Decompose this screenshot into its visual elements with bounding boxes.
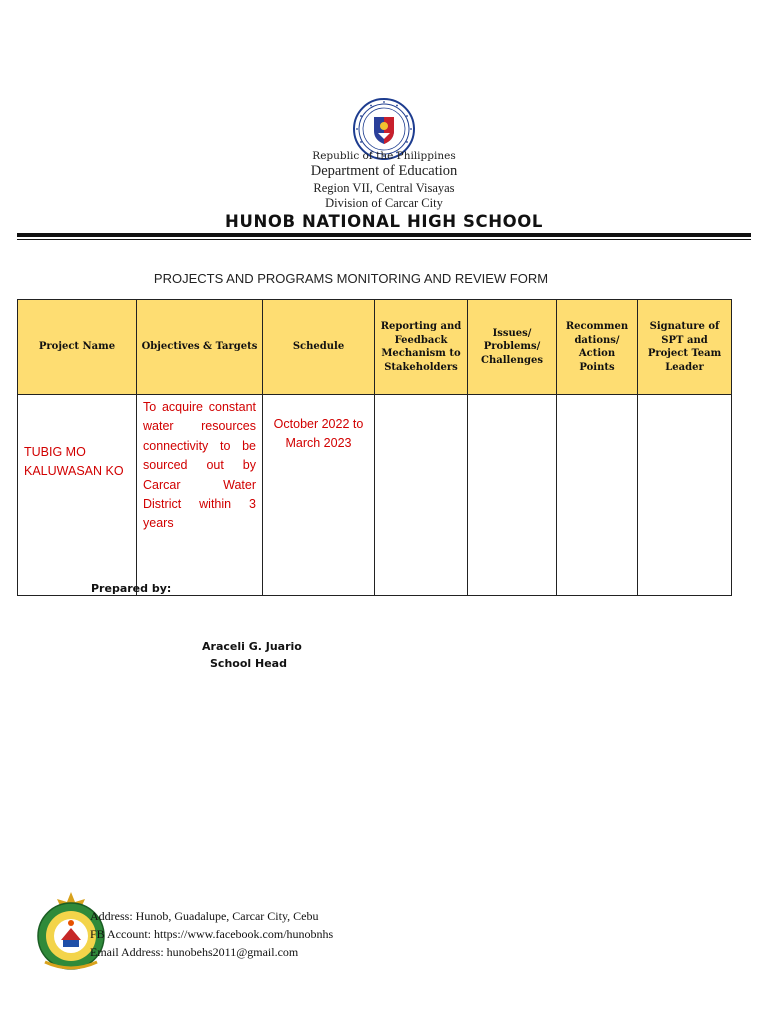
header-division: Division of Carcar City [325,196,443,210]
cell-project-name[interactable]: TUBIG MO KALUWASAN KO [18,395,137,596]
col-header-reporting: Reporting and Feedback Mechanism to Stakeholders [375,300,468,395]
form-title: PROJECTS AND PROGRAMS MONITORING AND REVIEW FORM [153,271,549,286]
footer-email[interactable]: Email Address: hunobehs2011@gmail.com [90,945,299,959]
table-header-row [18,300,732,395]
col-header-project-name: Project Name [18,300,137,395]
school-name: HUNOB NATIONAL HIGH SCHOOL [225,212,543,231]
header-divider-thick [17,233,751,237]
col-header-signature: Signature of SPT and Project Team Leader [638,300,732,395]
table-row [18,395,732,596]
col-header-issues: Issues/ Problems/ Challenges [468,300,557,395]
col-header-objectives: Objectives & Targets [137,300,263,395]
header-department: Department of Education [310,163,458,179]
col-header-schedule: Schedule [263,300,375,395]
cell-schedule[interactable]: October 2022 to March 2023 [263,395,375,596]
monitoring-table [17,299,732,596]
cell-reporting[interactable] [375,395,468,596]
col-header-recommendations: Recommen dations/ Action Points [557,300,638,395]
footer-fb-account[interactable]: FB Account: https://www.facebook.com/hunobnhs [90,927,334,941]
header-region: Region VII, Central Visayas [313,181,455,195]
prepared-by-label: Prepared by: [91,582,172,595]
signatory-title: School Head [210,657,287,670]
cell-recommendations[interactable] [557,395,638,596]
footer-address: Address: Hunob, Guadalupe, Carcar City, Cebu [90,909,319,923]
cell-issues[interactable] [468,395,557,596]
cell-objectives[interactable]: To acquire constant water resources connectivity to be sourced out by Carcar Water District within 3 years [137,395,263,596]
header-republic: Republic of the Philippines [312,150,456,162]
header-divider-thin [17,239,751,240]
cell-signature[interactable] [638,395,732,596]
signatory-name: Araceli G. Juario [202,640,302,653]
